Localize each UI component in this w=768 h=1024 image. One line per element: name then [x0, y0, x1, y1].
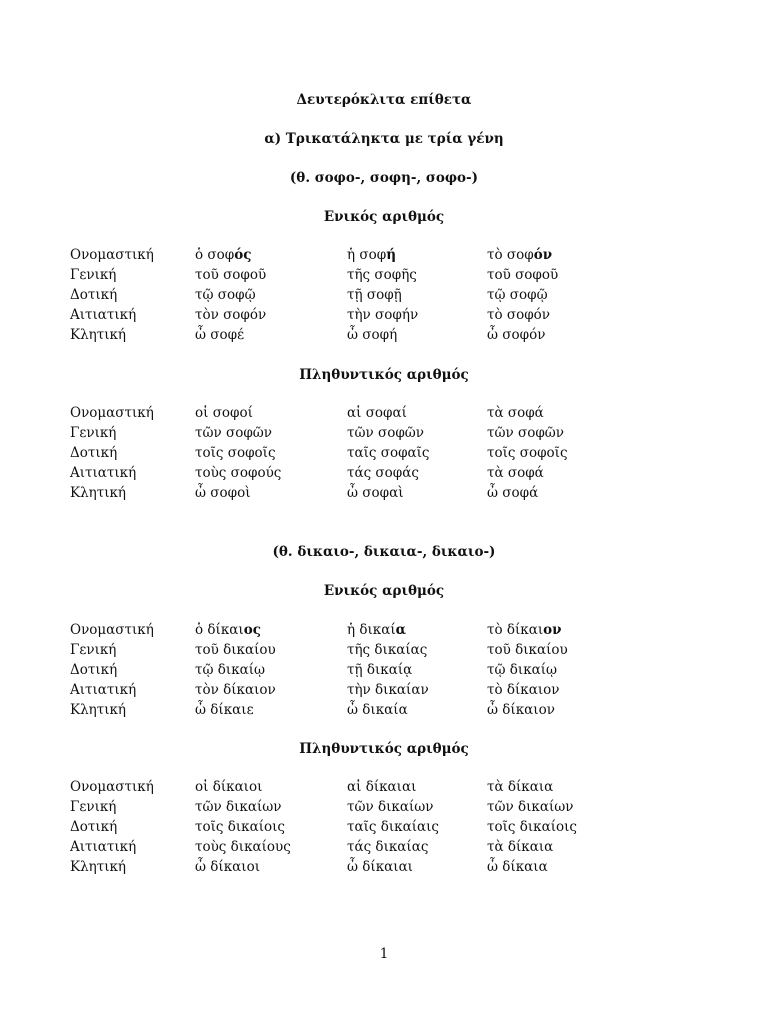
- masculine-form: ὦ σοφοὶ: [195, 485, 251, 501]
- case-label: Αιτιατική: [70, 307, 137, 323]
- feminine-form: ταῖς δικαίαις: [347, 819, 439, 835]
- feminine-form: ὦ σοφή: [347, 327, 398, 343]
- case-label: Δοτική: [70, 287, 118, 303]
- table-row: [0, 265, 768, 285]
- case-label: Κλητική: [70, 327, 127, 343]
- neuter-form: τὸ σοφόν: [487, 247, 553, 263]
- table-row: [0, 857, 768, 877]
- table-row: [0, 680, 768, 700]
- table-row: [0, 640, 768, 660]
- feminine-form: τὴν σοφήν: [347, 307, 419, 323]
- neuter-form: τῷ δικαίῳ: [487, 662, 558, 678]
- neuter-form: ὦ δίκαιον: [487, 702, 555, 718]
- plural-heading-1: Πληθυντικός αριθμός: [299, 367, 469, 383]
- masculine-form: τοῖς δικαίοις: [195, 819, 285, 835]
- masculine-form: τὸν δίκαιον: [195, 682, 276, 698]
- table-row: [0, 777, 768, 797]
- case-label: Δοτική: [70, 662, 118, 678]
- masculine-form: τῷ σοφῷ: [195, 287, 256, 303]
- neuter-form: τοῦ σοφοῦ: [487, 267, 559, 283]
- table-row: [0, 660, 768, 680]
- case-label: Ονομαστική: [70, 779, 154, 795]
- neuter-form: τῶν σοφῶν: [487, 425, 564, 441]
- table-row: [0, 620, 768, 640]
- neuter-form: τὸ δίκαιον: [487, 622, 562, 638]
- feminine-form: αἱ σοφαί: [347, 405, 407, 421]
- feminine-form: αἱ δίκαιαι: [347, 779, 417, 795]
- case-label: Ονομαστική: [70, 247, 154, 263]
- table-row: [0, 285, 768, 305]
- case-label: Αιτιατική: [70, 839, 137, 855]
- neuter-form: τὰ δίκαια: [487, 839, 554, 855]
- singular-heading-1: Ενικός αριθμός: [323, 209, 445, 225]
- case-label: Γενική: [70, 799, 117, 815]
- masculine-form: τοὺς σοφούς: [195, 465, 282, 481]
- feminine-form: τῶν σοφῶν: [347, 425, 424, 441]
- table-row: [0, 423, 768, 443]
- feminine-form: ὦ δίκαιαι: [347, 859, 413, 875]
- neuter-form: τὰ σοφά: [487, 405, 544, 421]
- table-row: [0, 463, 768, 483]
- document-title: Δευτερόκλιτα επίθετα: [296, 92, 472, 108]
- case-label: Γενική: [70, 642, 117, 658]
- theme-heading-2: (θ. δικαιο-, δικαια-, δικαιο-): [272, 544, 496, 560]
- feminine-form: τῇ σοφῇ: [347, 287, 402, 303]
- case-label: Κλητική: [70, 859, 127, 875]
- neuter-form: τῷ σοφῷ: [487, 287, 548, 303]
- feminine-form: ἡ σοφή: [347, 247, 397, 263]
- table-row: [0, 700, 768, 720]
- feminine-form: τάς σοφάς: [347, 465, 419, 481]
- case-label: Αιτιατική: [70, 682, 137, 698]
- masculine-form: ὦ σοφέ: [195, 327, 245, 343]
- case-label: Ονομαστική: [70, 405, 154, 421]
- neuter-form: τῶν δικαίων: [487, 799, 574, 815]
- ending: ή: [386, 247, 397, 263]
- page-number: 1: [379, 946, 389, 962]
- singular-heading-2: Ενικός αριθμός: [323, 583, 445, 599]
- feminine-form: ὦ δικαία: [347, 702, 408, 718]
- neuter-form: ὦ σοφά: [487, 485, 539, 501]
- neuter-form: τοῦ δικαίου: [487, 642, 568, 658]
- case-label: Αιτιατική: [70, 465, 137, 481]
- masculine-form: ὦ δίκαιοι: [195, 859, 260, 875]
- masculine-form: τοῖς σοφοῖς: [195, 445, 276, 461]
- feminine-form: ἡ δικαία: [347, 622, 407, 638]
- masculine-form: οἱ σοφοί: [195, 405, 253, 421]
- masculine-form: τὸν σοφόν: [195, 307, 267, 323]
- case-label: Γενική: [70, 425, 117, 441]
- plural-heading-2: Πληθυντικός αριθμός: [299, 741, 469, 757]
- table-row: [0, 403, 768, 423]
- document-subtitle: α) Τρικατάληκτα με τρία γένη: [264, 131, 504, 147]
- case-label: Ονομαστική: [70, 622, 154, 638]
- neuter-form: ὦ δίκαια: [487, 859, 548, 875]
- table-row: [0, 817, 768, 837]
- table-row: [0, 483, 768, 503]
- case-label: Γενική: [70, 267, 117, 283]
- table-row: [0, 443, 768, 463]
- feminine-form: τὴν δικαίαν: [347, 682, 429, 698]
- feminine-form: ταῖς σοφαῖς: [347, 445, 430, 461]
- neuter-form: τὰ δίκαια: [487, 779, 554, 795]
- neuter-form: τοῖς σοφοῖς: [487, 445, 568, 461]
- feminine-form: τῶν δικαίων: [347, 799, 434, 815]
- neuter-form: τὸ δίκαιον: [487, 682, 560, 698]
- feminine-form: ὦ σοφαὶ: [347, 485, 404, 501]
- masculine-form: τῶν δικαίων: [195, 799, 282, 815]
- masculine-form: τοῦ δικαίου: [195, 642, 276, 658]
- feminine-form: τῆς σοφῆς: [347, 267, 417, 283]
- masculine-form: τῶν σοφῶν: [195, 425, 272, 441]
- neuter-form: τὸ σοφόν: [487, 307, 551, 323]
- table-row: [0, 797, 768, 817]
- masculine-form: τοῦ σοφοῦ: [195, 267, 267, 283]
- feminine-form: τῇ δικαίᾳ: [347, 662, 413, 678]
- ending: ος: [243, 622, 261, 638]
- table-row: [0, 837, 768, 857]
- feminine-form: τάς δικαίας: [347, 839, 429, 855]
- ending: α: [395, 622, 407, 638]
- masculine-form: ὁ δίκαιος: [195, 622, 261, 638]
- feminine-form: τῆς δικαίας: [347, 642, 428, 658]
- neuter-form: τοῖς δικαίοις: [487, 819, 577, 835]
- table-row: [0, 245, 768, 265]
- table-row: [0, 325, 768, 345]
- neuter-form: τὰ σοφά: [487, 465, 544, 481]
- ending: ός: [234, 247, 252, 263]
- theme-heading-1: (θ. σοφο-, σοφη-, σοφο-): [289, 170, 479, 186]
- case-label: Δοτική: [70, 445, 118, 461]
- case-label: Δοτική: [70, 819, 118, 835]
- masculine-form: ὁ σοφός: [195, 247, 252, 263]
- masculine-form: ὦ δίκαιε: [195, 702, 254, 718]
- masculine-form: οἱ δίκαιοι: [195, 779, 263, 795]
- masculine-form: τῷ δικαίῳ: [195, 662, 266, 678]
- case-label: Κλητική: [70, 702, 127, 718]
- neuter-form: ὦ σοφόν: [487, 327, 546, 343]
- case-label: Κλητική: [70, 485, 127, 501]
- ending: ον: [543, 622, 562, 638]
- table-row: [0, 305, 768, 325]
- ending: όν: [533, 247, 553, 263]
- masculine-form: τοὺς δικαίους: [195, 839, 291, 855]
